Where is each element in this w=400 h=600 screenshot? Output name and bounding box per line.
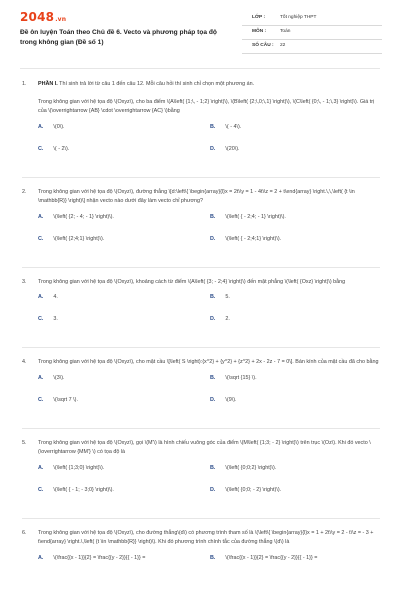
option-label: C. — [38, 486, 44, 493]
option-label: D. — [210, 486, 216, 493]
option-label: D. — [210, 316, 216, 322]
options — [38, 213, 380, 257]
part-label: PHẦN I. — [38, 81, 58, 87]
options — [38, 123, 380, 167]
question-divider — [22, 347, 380, 348]
option-text: \(\frac{{x - 1}}{2} = \frac{{y - 2}}{{ - 1}} = — [225, 554, 318, 561]
option-text: \(20\). — [225, 145, 240, 152]
option-c[interactable] — [38, 315, 58, 325]
meta-row-subject — [242, 26, 382, 40]
option-text: \(3\). — [53, 374, 65, 381]
meta-value: 22 — [280, 43, 286, 48]
option-a[interactable] — [38, 213, 114, 223]
option-d[interactable] — [210, 486, 281, 496]
option-label: D. — [210, 235, 216, 242]
part-instructions — [22, 80, 380, 90]
option-label: B. — [210, 123, 216, 130]
option-d[interactable] — [210, 145, 240, 155]
option-text: \(\left( {2; - 4; - 1} \right)\). — [53, 213, 114, 220]
header-divider — [20, 68, 380, 69]
option-text: \(\frac{{x - 1}}{2} = \frac{{y - 2}}{{ - 1}} = — [53, 554, 146, 561]
option-text: \(\left( {0;0;2} \right)\). — [225, 464, 277, 471]
document-title: Đề ôn luyện Toán theo Chủ đề 6. Vecto và phương pháp tọa độ trong không gian (Đề số 1) — [20, 29, 217, 46]
option-b[interactable] — [210, 554, 317, 564]
question-divider — [22, 428, 380, 429]
option-text: 2. — [225, 316, 230, 322]
option-text: \( - 4\). — [225, 123, 242, 130]
options — [38, 293, 380, 337]
option-a[interactable] — [38, 464, 104, 474]
option-label: A. — [38, 213, 44, 220]
options — [38, 464, 380, 508]
question-stem: Trong không gian với hệ tọa độ \(Oxyz\), khoảng cách từ điểm \(A\left( {3; - 2;4} \right)\) đến mặt phẳng \(\left( {Oxz} \right)\) bằng — [38, 278, 346, 285]
question-number: 2. — [22, 188, 27, 195]
question-list — [22, 80, 380, 586]
question-stem: Trong không gian với hệ tọa độ \(Oxyz\), đường thẳng \[d:\left\{ \begin{array}{l}x = 2t\\y = 1 - 4t\\z = 2 + t\end{array} \right.\,\,\left( {t \in \mathbb{R}} \right)\] nhận vecto nào dưới đây làm vecto chỉ phương? — [38, 188, 355, 204]
option-b[interactable] — [210, 213, 286, 223]
options — [38, 374, 380, 418]
question-number: 5. — [22, 439, 27, 446]
option-label: D. — [210, 145, 216, 152]
option-label: A. — [38, 123, 44, 130]
question-5 — [22, 439, 380, 508]
option-label: A. — [38, 464, 44, 471]
option-label: C. — [38, 235, 44, 242]
question-2 — [22, 188, 380, 257]
option-label: A. — [38, 294, 44, 300]
option-label: D. — [210, 396, 216, 403]
question-number: 6. — [22, 529, 27, 536]
meta-value: Toán — [280, 29, 291, 34]
question-number: 4. — [22, 359, 27, 365]
option-label: C. — [38, 396, 44, 403]
option-text: \(\left( {0;0; - 2} \right)\). — [225, 486, 282, 493]
question-stem: Trong không gian với hệ tọa độ \(Oxyz\), gọi \(M'\) là hình chiếu vuông góc của điểm \(M\left( {1;3; - 2} \right)\) trên trục \(Oz\). Khi đó vecto \(\overrightarrow {MM'} \) có tọa độ là — [38, 439, 371, 455]
logo-text: 2048 — [20, 10, 55, 24]
meta-value: Tốt nghiệp THPT — [280, 15, 317, 20]
meta-row-class — [242, 12, 382, 26]
question-number: 1. — [22, 81, 27, 87]
question-6 — [22, 529, 380, 576]
option-b[interactable] — [210, 374, 257, 384]
option-text: \(\left( {2;4;1} \right)\). — [53, 235, 105, 242]
option-c[interactable] — [38, 145, 69, 155]
question-stem: Trong không gian với hệ tọa độ \(Oxyz\), cho mặt cầu \[\left( S \right):{x^2} + {y^2} + {z^2} + 2x - 2z - 7 = 0\]. Bán kính của mặt cầu đã cho bằng — [38, 359, 379, 365]
option-text: \(\left( {1;3;0} \right)\). — [53, 464, 105, 471]
meta-key: SỐ CÂU : — [252, 43, 274, 48]
option-c[interactable] — [38, 486, 114, 496]
option-c[interactable] — [38, 235, 104, 245]
option-text: \(\sqrt {15} \). — [225, 374, 257, 381]
logo-suffix: .vn — [55, 16, 67, 23]
option-text: \(\left( { - 2;4; - 1} \right)\). — [225, 213, 286, 220]
options — [38, 554, 380, 576]
option-label: A. — [38, 374, 44, 381]
option-a[interactable] — [38, 293, 58, 303]
option-label: A. — [38, 554, 44, 561]
option-a[interactable] — [38, 123, 65, 133]
option-b[interactable] — [210, 464, 276, 474]
option-c[interactable] — [38, 396, 78, 406]
option-text: 5. — [225, 294, 230, 300]
option-label: B. — [210, 464, 216, 471]
option-label: B. — [210, 294, 216, 300]
option-label: C. — [38, 145, 44, 152]
meta-key: MÔN : — [252, 29, 267, 34]
option-d[interactable] — [210, 396, 237, 406]
question-1 — [22, 98, 380, 167]
option-d[interactable] — [210, 235, 281, 245]
question-number: 3. — [22, 278, 27, 285]
option-text: \(\sqrt 7 \). — [53, 396, 78, 403]
option-label: B. — [210, 554, 216, 561]
option-label: B. — [210, 213, 216, 220]
question-3 — [22, 278, 380, 338]
site-logo[interactable] — [20, 10, 66, 24]
option-label: B. — [210, 374, 216, 381]
meta-row-count — [242, 40, 382, 54]
option-b[interactable] — [210, 123, 241, 133]
question-stem: Trong không gian với hệ tọa độ \(Oxyz\), cho ba điểm \(A\left( {1;\, - 1;2} \right)\), \(B\left( {2;\,0;\,1} \right)\), \(C\left( {0;\, - 1;\,3} \right)\). Giá trị của \(\overrightarrow {AB} \cdot \overrightarrow {AC} \)bằng — [38, 98, 375, 114]
option-text: \(9\). — [225, 396, 237, 403]
option-text: \(\left( { - 2;4;1} \right)\). — [225, 235, 282, 242]
meta-key: LỚP : — [252, 15, 266, 20]
option-text: \(0\). — [53, 123, 65, 130]
question-4 — [22, 358, 380, 418]
document-header — [0, 0, 400, 68]
option-a[interactable] — [38, 374, 65, 384]
question-stem: Trong không gian với hệ tọa độ \(Oxyz\), cho đường thẳng\(d\) có phương trình tham số là \(\left\{ \begin{array}{l}x = 1 + 2t\\y = 2 - t\\z = - 3 + t\end{array} \right.\,\left( {t \in \mathbb{R}} \right)\). Khi đó phương trình chính tắc của đường thẳng \(d\) là — [38, 529, 374, 545]
question-divider — [22, 518, 380, 519]
option-text: \(\left( { - 1; - 3;0} \right)\). — [53, 486, 114, 493]
option-a[interactable] — [38, 554, 145, 564]
part-text: Thí sinh trả lời từ câu 1 đến câu 12. Mỗi câu hỏi thí sinh chỉ chọn một phương án. — [57, 81, 255, 87]
question-divider — [22, 267, 380, 268]
option-text: 4. — [53, 294, 58, 300]
question-divider — [22, 177, 380, 178]
option-b[interactable] — [210, 293, 230, 303]
option-d[interactable] — [210, 315, 230, 325]
option-text: \( - 2\). — [53, 145, 70, 152]
meta-table — [242, 12, 382, 54]
option-label: C. — [38, 316, 44, 322]
option-text: 3. — [53, 316, 58, 322]
